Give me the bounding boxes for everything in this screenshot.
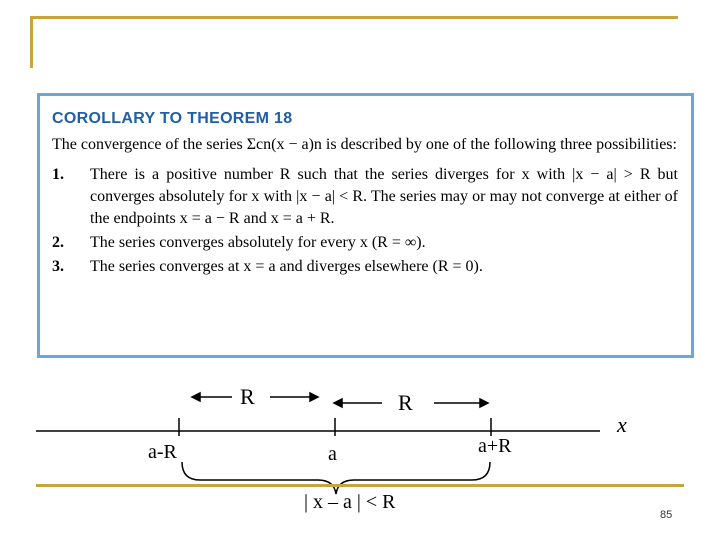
item-text: The series converges absolutely for every x (R = ∞). [90, 234, 426, 251]
item-text: There is a positive number R such that the series diverges for x with |x − a| > R but converges absolutely for x with |x − a| < R. The series may or may not converge at either of the endpoints x = a − R and x = a + R. [90, 166, 678, 227]
tick-label-a-plus-r: a+R [478, 435, 512, 457]
interval-brace [182, 462, 490, 494]
radius-label-left: R [240, 384, 255, 409]
frame-bottom-rule [36, 484, 684, 487]
corollary-title: COROLLARY TO THEOREM 18 [52, 110, 293, 127]
tick-label-a: a [328, 443, 337, 465]
corollary-intro: The convergence of the series Σcn(x − a)n is described by one of the following three possibilities: [52, 136, 677, 153]
interval-label: | x – a | < R [304, 491, 396, 513]
axis-label-x: x [617, 412, 627, 437]
page-number: 85 [660, 509, 673, 521]
item-text: The series converges at x = a and diverges elsewhere (R = 0). [90, 258, 483, 275]
left-radius-arrow [192, 393, 318, 401]
tick-label-a-minus-r: a-R [148, 441, 177, 463]
item-number: 2. [52, 234, 64, 251]
item-number: 3. [52, 258, 64, 275]
item-number: 1. [52, 166, 64, 183]
radius-label-right: R [398, 390, 413, 415]
